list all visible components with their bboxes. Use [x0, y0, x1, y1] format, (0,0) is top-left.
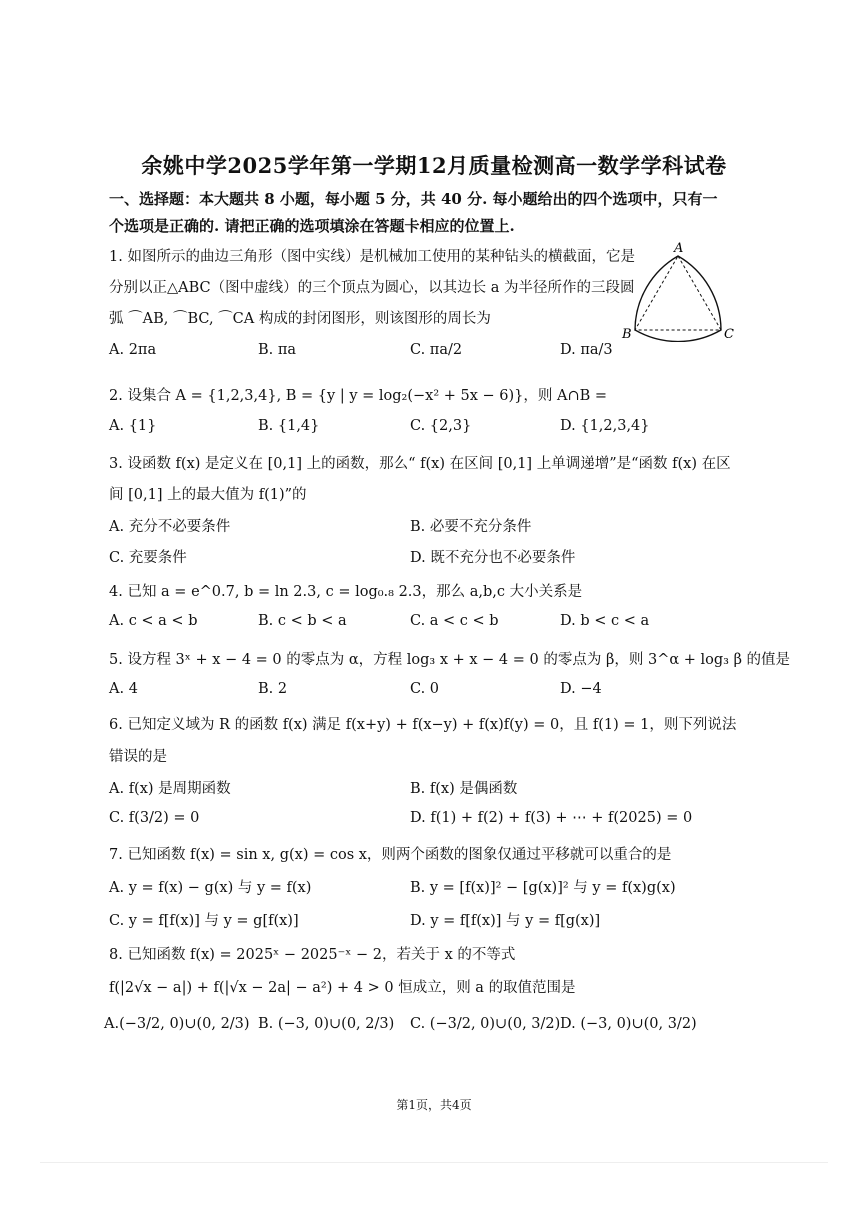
q8-option-b: B. (−3, 0)∪(0, 2/3) [258, 1016, 395, 1032]
vertex-label-a: A [674, 241, 684, 256]
q4-option-d: D. b < c < a [560, 613, 650, 629]
q6-option-d: D. f(1) + f(2) + f(3) + ⋯ + f(2025) = 0 [410, 810, 693, 826]
page-title: 余姚中学2025学年第一学期12月质量检测高一数学学科试卷 [141, 153, 727, 178]
q7-option-c: C. y = f[f(x)] 与 y = g[f(x)] [109, 913, 299, 929]
q1-option-c: C. πa/2 [410, 342, 463, 358]
q3-line-2: 间 [0,1] 上的最大值为 f(1)”的 [109, 487, 307, 503]
q3-option-a: A. 充分不必要条件 [109, 519, 231, 535]
q6-option-c: C. f(3/2) = 0 [109, 810, 200, 826]
q2-option-b: B. {1,4} [258, 418, 320, 434]
q3-option-d: D. 既不充分也不必要条件 [410, 550, 576, 566]
q8-option-d: D. (−3, 0)∪(0, 3/2) [560, 1016, 697, 1032]
q8-option-a: A.(−3/2, 0)∪(0, 2/3) [104, 1016, 250, 1032]
q5-option-a: A. 4 [109, 681, 138, 697]
q3-line-1: 3. 设函数 f(x) 是定义在 [0,1] 上的函数，那么“ f(x) 在区间 [0,1] 上单调递增”是“函数 f(x) 在区 [109, 456, 731, 472]
reuleaux-triangle-figure [618, 238, 740, 342]
page-footer: 第1页，共4页 [396, 1098, 472, 1112]
q6-line-1: 6. 已知定义域为 R 的函数 f(x) 满足 f(x+y) + f(x−y) + f(x)f(y) = 0，且 f(1) = 1，则下列说法 [109, 717, 737, 733]
q2-line-1: 2. 设集合 A = {1,2,3,4}, B = {y | y = log₂(−x² + 5x − 6)}，则 A∩B = [109, 388, 608, 404]
q6-line-2: 错误的是 [109, 749, 167, 765]
section-heading: 一、选择题：本大题共 8 小题，每小题 5 分，共 40 分. 每小题给出的四个选项中，只有一个选项是正确的. 请把正确的选项填涂在答题卡相应的位置上. [109, 190, 718, 235]
q4-option-c: C. a < c < b [410, 613, 499, 629]
q5-line-1: 5. 设方程 3ˣ + x − 4 = 0 的零点为 α，方程 log₃ x + x − 4 = 0 的零点为 β，则 3^α + log₃ β 的值是 [109, 652, 791, 668]
q1-line-3: 弧 ⌒AB, ⌒BC, ⌒CA 构成的封闭图形，则该图形的周长为 [109, 311, 491, 327]
q6-option-b: B. f(x) 是偶函数 [410, 781, 518, 797]
q1-line-2: 分别以正△ABC（图中虚线）的三个顶点为圆心，以其边长 a 为半径所作的三段圆 [109, 280, 635, 296]
vertex-label-c: C [724, 327, 734, 342]
q4-option-a: A. c < a < b [109, 613, 198, 629]
q7-option-d: D. y = f[f(x)] 与 y = f[g(x)] [410, 913, 601, 929]
q7-line-1: 7. 已知函数 f(x) = sin x, g(x) = cos x，则两个函数的图象仅通过平移就可以重合的是 [109, 847, 672, 863]
q4-option-b: B. c < b < a [258, 613, 347, 629]
q5-option-c: C. 0 [410, 681, 440, 697]
q7-option-a: A. y = f(x) − g(x) 与 y = f(x) [109, 880, 312, 896]
q2-option-c: C. {2,3} [410, 418, 472, 434]
q7-option-b: B. y = [f(x)]² − [g(x)]² 与 y = f(x)g(x) [410, 880, 676, 896]
q5-option-d: D. −4 [560, 681, 602, 697]
q1-line-1: 1. 如图所示的曲边三角形（图中实线）是机械加工使用的某种钻头的横截面，它是 [109, 249, 635, 265]
q1-option-a: A. 2πa [109, 342, 157, 358]
q6-option-a: A. f(x) 是周期函数 [109, 781, 231, 797]
q1-option-d: D. πa/3 [560, 342, 613, 358]
q2-option-d: D. {1,2,3,4} [560, 418, 650, 434]
q3-option-b: B. 必要不充分条件 [410, 519, 532, 535]
curved-triangle-outline [635, 256, 721, 342]
vertex-label-b: B [622, 327, 632, 342]
q1-option-b: B. πa [258, 342, 297, 358]
q4-line-1: 4. 已知 a = e^0.7, b = ln 2.3, c = log₀.₈ 2.3，那么 a,b,c 大小关系是 [109, 584, 583, 600]
q8-option-c: C. (−3/2, 0)∪(0, 3/2) [410, 1016, 561, 1032]
dashed-equilateral-triangle [635, 256, 721, 330]
bottom-rule [40, 1162, 828, 1163]
q8-line-1: 8. 已知函数 f(x) = 2025ˣ − 2025⁻ˣ − 2，若关于 x 的不等式 [109, 947, 516, 963]
q8-line-2: f(|2√x − a|) + f(|√x − 2a| − a²) + 4 > 0 恒成立，则 a 的取值范围是 [109, 980, 576, 996]
q5-option-b: B. 2 [258, 681, 288, 697]
q3-option-c: C. 充要条件 [109, 550, 187, 566]
q2-option-a: A. {1} [109, 418, 157, 434]
